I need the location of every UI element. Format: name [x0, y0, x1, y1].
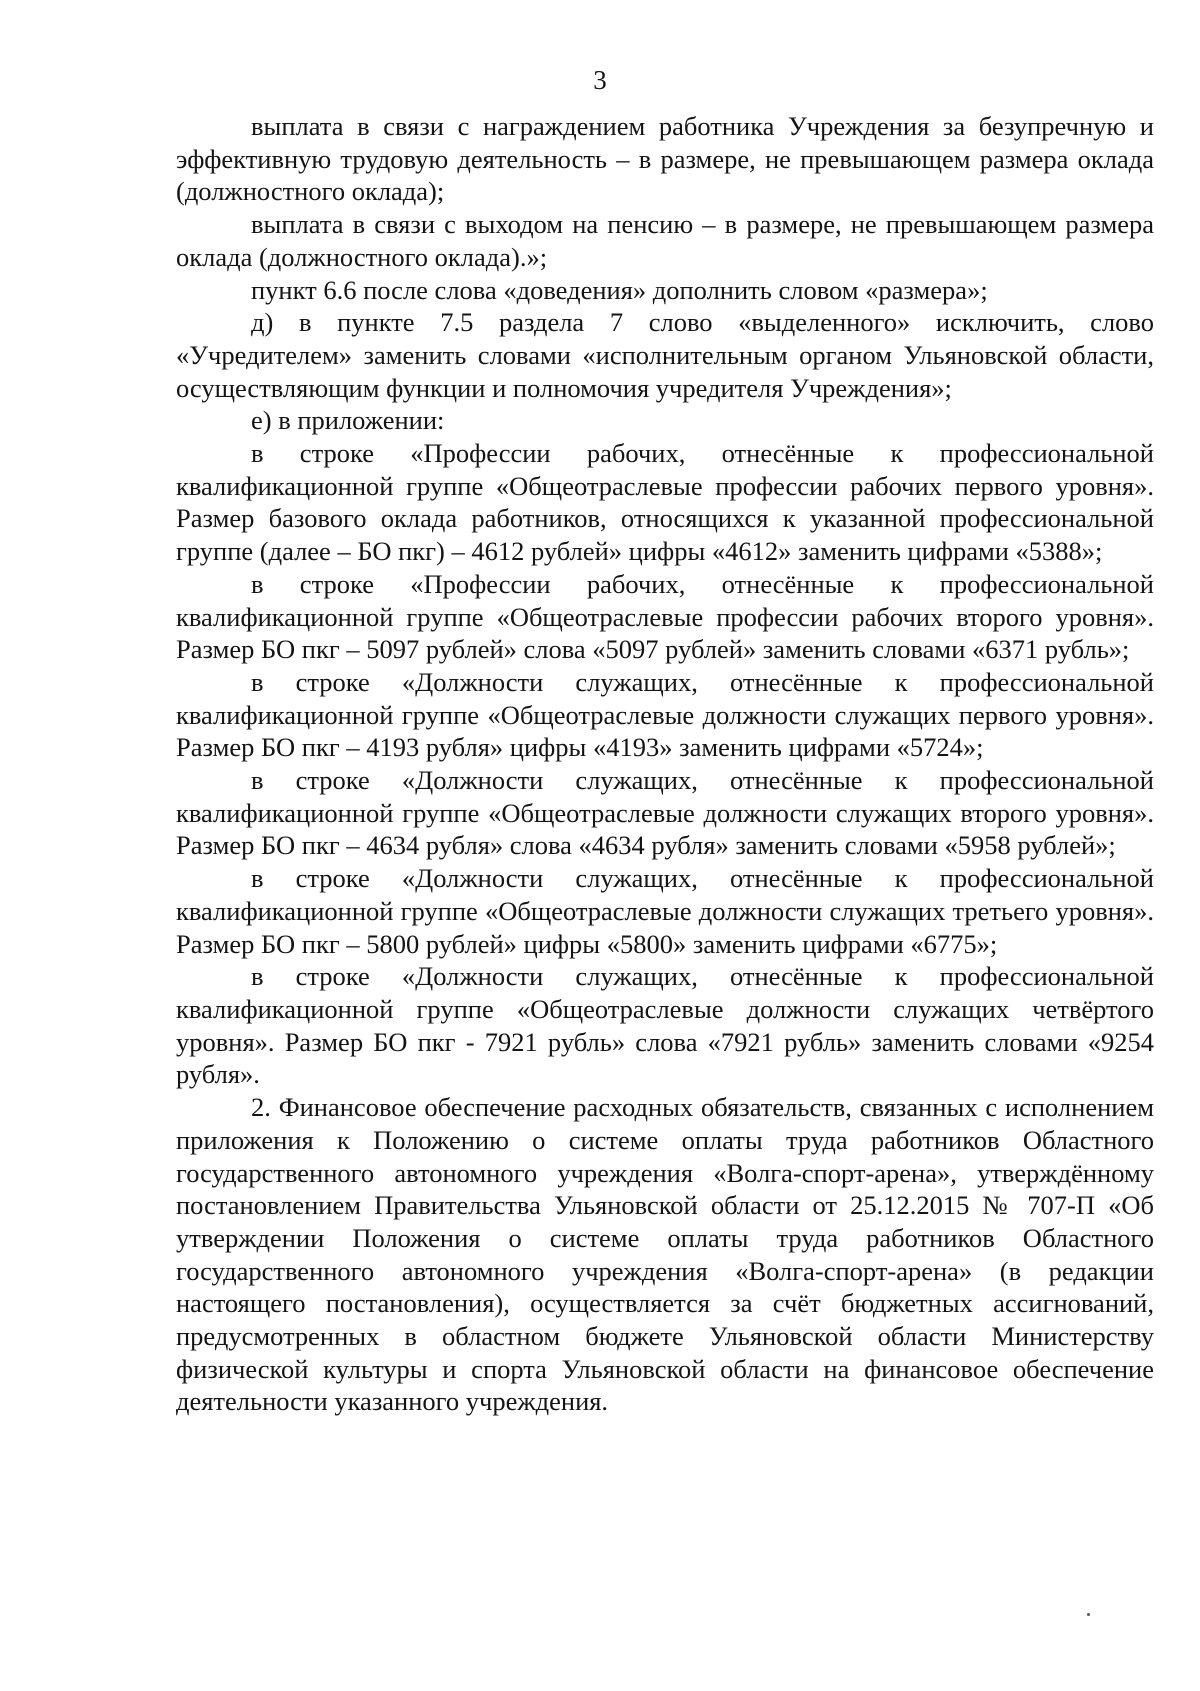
- scan-dot-mark: [1087, 1613, 1090, 1616]
- paragraph-item-d: д) в пункте 7.5 раздела 7 слово «выделенного» исключить, слово «Учредителем» заменить словами «исполнительным органом Ульяновской области, осуществляющим функции и полномочия учредителя Учреждения»;: [176, 307, 1154, 403]
- paragraph-employees-level-1: в строке «Должности служащих, отнесённые к профессиональной квалификационной группе «Общеотраслевые должности служащих первого уровня». Размер БО пкг – 4193 рубля» цифры «4193» заменить цифрами «5724»;: [176, 666, 1154, 763]
- paragraph-workers-level-2: в строке «Профессии рабочих, отнесённые к профессиональной квалификационной группе «Общеотраслевые профессии рабочих второго уровня». Размер БО пкг – 5097 рублей» слова «5097 рублей» заменить словами «6371 рубль»;: [176, 568, 1154, 665]
- page-number: 3: [593, 65, 607, 95]
- paragraph-workers-level-1: в строке «Профессии рабочих, отнесённые к профессиональной квалификационной группе «Общеотраслевые профессии рабочих первого уровня». Размер базового оклада работников, относящихся к указанной профессиональной группе (далее – БО пкг) – 4612 рублей» цифры «4612» заменить цифрами «5388»;: [176, 438, 1154, 567]
- paragraph-item-e: е) в приложении:: [251, 405, 445, 436]
- document-body: [176, 110, 1154, 1418]
- paragraph-employees-level-4: в строке «Должности служащих, отнесённые к профессиональной квалификационной группе «Общеотраслевые должности служащих четвёртого уровня». Размер БО пкг - 7921 рубль» слова «7921 рубль» заменить словами «9254 рубля».: [176, 961, 1154, 1090]
- paragraph-retirement-payment: выплата в связи с выходом на пенсию – в размере, не превышающем размера оклада (должностного оклада).»;: [176, 209, 1154, 272]
- paragraph-employees-level-3: в строке «Должности служащих, отнесённые к профессиональной квалификационной группе «Общеотраслевые должности служащих третьего уровня». Размер БО пкг – 5800 рублей» цифры «5800» заменить цифрами «6775»;: [176, 863, 1154, 959]
- paragraph-item-6-6: пункт 6.6 после слова «доведения» дополнить словом «размера»;: [251, 274, 988, 305]
- paragraph-section-2-financing: 2. Финансовое обеспечение расходных обязательств, связанных с исполнением приложения к Положению о системе оплаты труда работников Областного государственного автономного учреждения «Волга-спорт-арена», утверждённому постановлением Правительства Ульяновской области от 25.12.2015 № 707-П «Об утверждении Положения о системе оплаты труда работников Областного государственного автономного учреждения «Волга-спорт-арена» (в редакции настоящего постановления), осуществляется за счёт бюджетных ассигнований, предусмотренных в областном бюджете Ульяновской области Министерству физической культуры и спорта Ульяновской области на финансовое обеспечение деятельности указанного учреждения.: [176, 1092, 1154, 1417]
- paragraph-award-payment: выплата в связи с награждением работника Учреждения за безупречную и эффективную трудовую деятельность – в размере, не превышающем размера оклада (должностного оклада);: [176, 111, 1154, 207]
- paragraph-employees-level-2: в строке «Должности служащих, отнесённые к профессиональной квалификационной группе «Общеотраслевые должности служащих второго уровня». Размер БО пкг – 4634 рубля» слова «4634 рубля» заменить словами «5958 рублей»;: [176, 765, 1154, 861]
